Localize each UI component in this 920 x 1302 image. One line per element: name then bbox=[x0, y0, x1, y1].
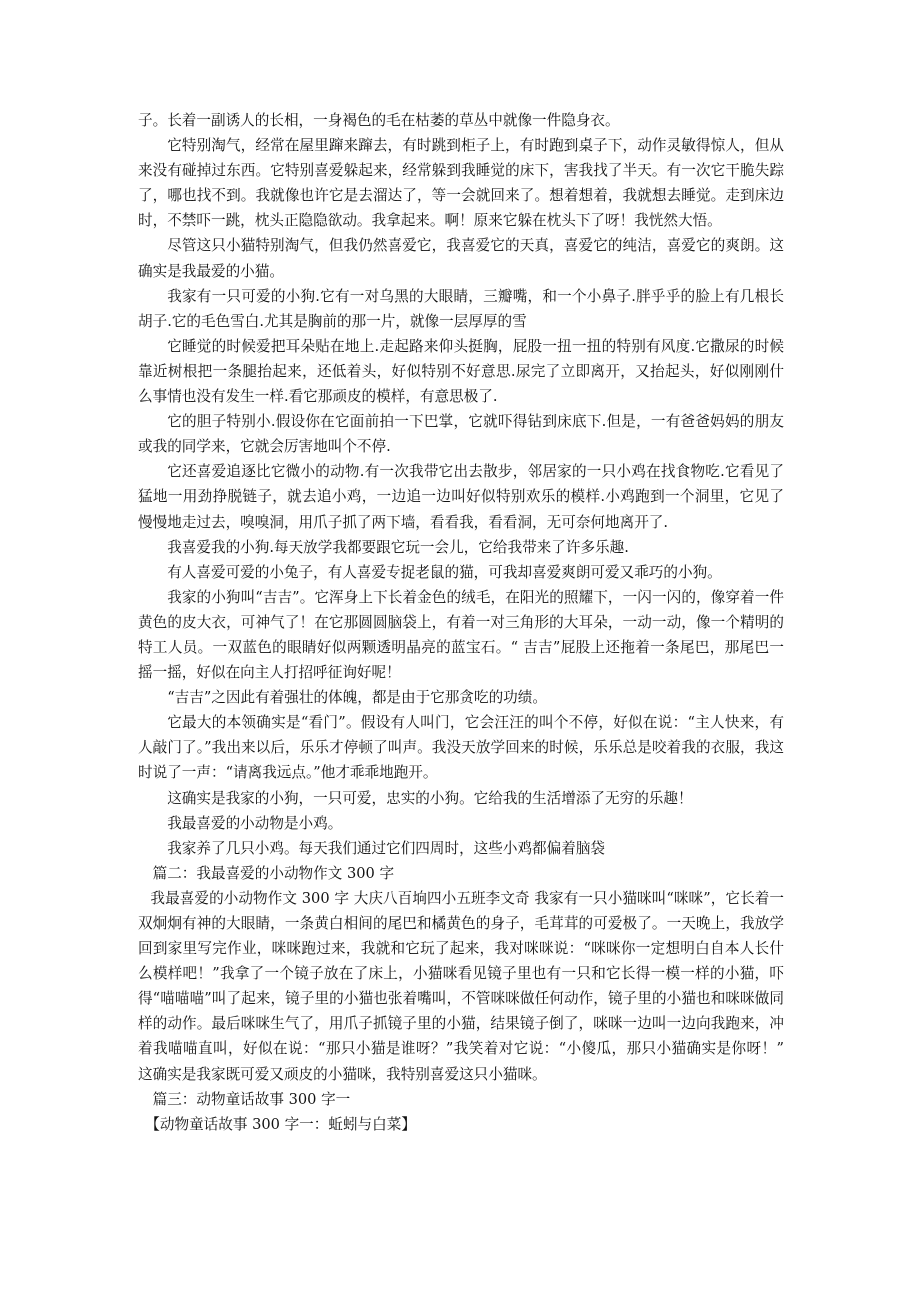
paragraph: 我最喜爱的小动物作文 300 字 大庆八百垧四小五班李文奇 我家有一只小猫咪叫“咪咪”，它长着一双炯炯有神的大眼睛，一条黄白相间的尾巴和橘黄色的身子，毛茸茸的可爱极了。一天晚上，我放学回到家里写完作业，咪咪跑过来，我就和它玩了起来，我对咪咪说：“咪咪你一定想明白自本人长什么模样吧！”我拿了一个镜子放在了床上，小猫咪看见镜子里也有一只和它长得一模一样的小猫，吓得“喵喵喵”叫了起来，镜子里的小猫也张着嘴叫，不管咪咪做任何动作，镜子里的小猫也和咪咪做同样的动作。最后咪咪生气了，用爪子抓镜子里的小猫，结果镜子倒了，咪咪一边叫一边向我跑来，冲着我喵喵直叫，好似在说：“那只小猫是谁呀？”我笑着对它说：“小傻瓜，那只小猫确实是你呀！” 这确实是我家既可爱又顽皮的小猫咪，我特别喜爱这只小猫咪。 bbox=[138, 889, 784, 1083]
paragraph: “吉吉”之因此有着强壮的体魄，都是由于它那贪吃的功绩。 bbox=[167, 689, 547, 707]
paragraph: 它睡觉的时候爱把耳朵贴在地上.走起路来仰头挺胸，屁股一扭一扭的特别有风度.它撒尿的时候靠近树根把一条腿抬起来，还低着头，好似特别不好意思.尿完了立即离开，又抬起头，好似刚刚什么事情也没有发生一样.看它那顽皮的模样，有意思极了. bbox=[138, 337, 784, 406]
paragraph: 我喜爱我的小狗.每天放学我都要跟它玩一会儿，它给我带来了许多乐趣. bbox=[167, 538, 629, 556]
paragraph: 尽管这只小猫特别淘气，但我仍然喜爱它，我喜爱它的天真，喜爱它的纯洁，喜爱它的爽朗。这确实是我最爱的小猫。 bbox=[138, 237, 784, 280]
paragraph: 有人喜爱可爱的小兔子，有人喜爱专捉老鼠的猫，可我却喜爱爽朗可爱又乖巧的小狗。 bbox=[167, 563, 722, 581]
paragraph: 它还喜爱追逐比它微小的动物.有一次我带它出去散步，邻居家的一只小鸡在找食物吃.它看见了猛地一用劲挣脱链子，就去追小鸡，一边追一边叫好似特别欢乐的模样.小鸡跑到一个洞里，它见了慢慢地走过去，嗅嗅洞，用爪子抓了两下墙，看看我，看看洞，无可奈何地离开了. bbox=[138, 463, 784, 531]
paragraph: 我家有一只可爱的小狗.它有一对乌黑的大眼睛，三瓣嘴，和一个小鼻子.胖乎乎的脸上有几根长胡子.它的毛色雪白.尤其是胸前的那一片，就像一层厚厚的雪 bbox=[138, 287, 784, 330]
section-heading: 篇三：动物童话故事 300 字一 bbox=[152, 1090, 351, 1108]
paragraph: 它特别淘气，经常在屋里蹿来蹿去，有时跳到柜子上，有时跑到桌子下，动作灵敏得惊人，但从来没有碰掉过东西。它特别喜爱躲起来，经常躲到我睡觉的床下，害我找了半天。有一次它干脆失踪了，哪也找不到。我就像也许它是去溜达了，等一会就回来了。想着想着，我就想去睡觉。走到床边时，不禁吓一跳，枕头正隐隐欲动。我拿起来。啊！原来它躲在枕头下了呀！我恍然大悟。 bbox=[138, 137, 784, 230]
paragraph: 我家的小狗叫“吉吉”。它浑身上下长着金色的绒毛，在阳光的照耀下，一闪一闪的，像穿着一件黄色的皮大衣，可神气了！在它那圆圆脑袋上，有着一对三角形的大耳朵，一动一动，像一个精明的特工人员。一双蓝色的眼睛好似两颗透明晶亮的蓝宝石。“ 吉吉”屁股上还拖着一条尾巴，那尾巴一摇一摇，好似在向主人打招呼征询好呢！ bbox=[138, 588, 784, 682]
paragraph: 它最大的本领确实是“看门”。假设有人叫门，它会汪汪的叫个不停，好似在说：“主人快来，有人敲门了。”我出来以后，乐乐才停顿了叫声。我没天放学回来的时候，乐乐总是咬着我的衣服，我这时说了一声：“请离我远点。”他才乖乖地跑开。 bbox=[138, 714, 784, 782]
paragraph: 这确实是我家的小狗，一只可爱，忠实的小狗。它给我的生活增添了无穷的乐趣！ bbox=[167, 789, 693, 807]
paragraph: 子。长着一副诱人的长相，一身褐色的毛在枯萎的草丛中就像一件隐身衣。 bbox=[138, 112, 620, 129]
document-page bbox=[138, 108, 784, 1137]
paragraph: 我最喜爱的小动物是小鸡。 bbox=[167, 814, 343, 832]
paragraph: 我家养了几只小鸡。每天我们通过它们四周时，这些小鸡都偏着脑袋 bbox=[167, 839, 606, 857]
story-title: 【动物童话故事 300 字一：蚯蚓与白菜】 bbox=[145, 1115, 416, 1133]
paragraph: 它的胆子特别小.假设你在它面前拍一下巴掌，它就吓得钻到床底下.但是，一有爸爸妈妈的朋友或我的同学来，它就会厉害地叫个不停. bbox=[138, 413, 784, 456]
section-heading: 篇二：我最喜爱的小动物作文 300 字 bbox=[152, 864, 395, 882]
